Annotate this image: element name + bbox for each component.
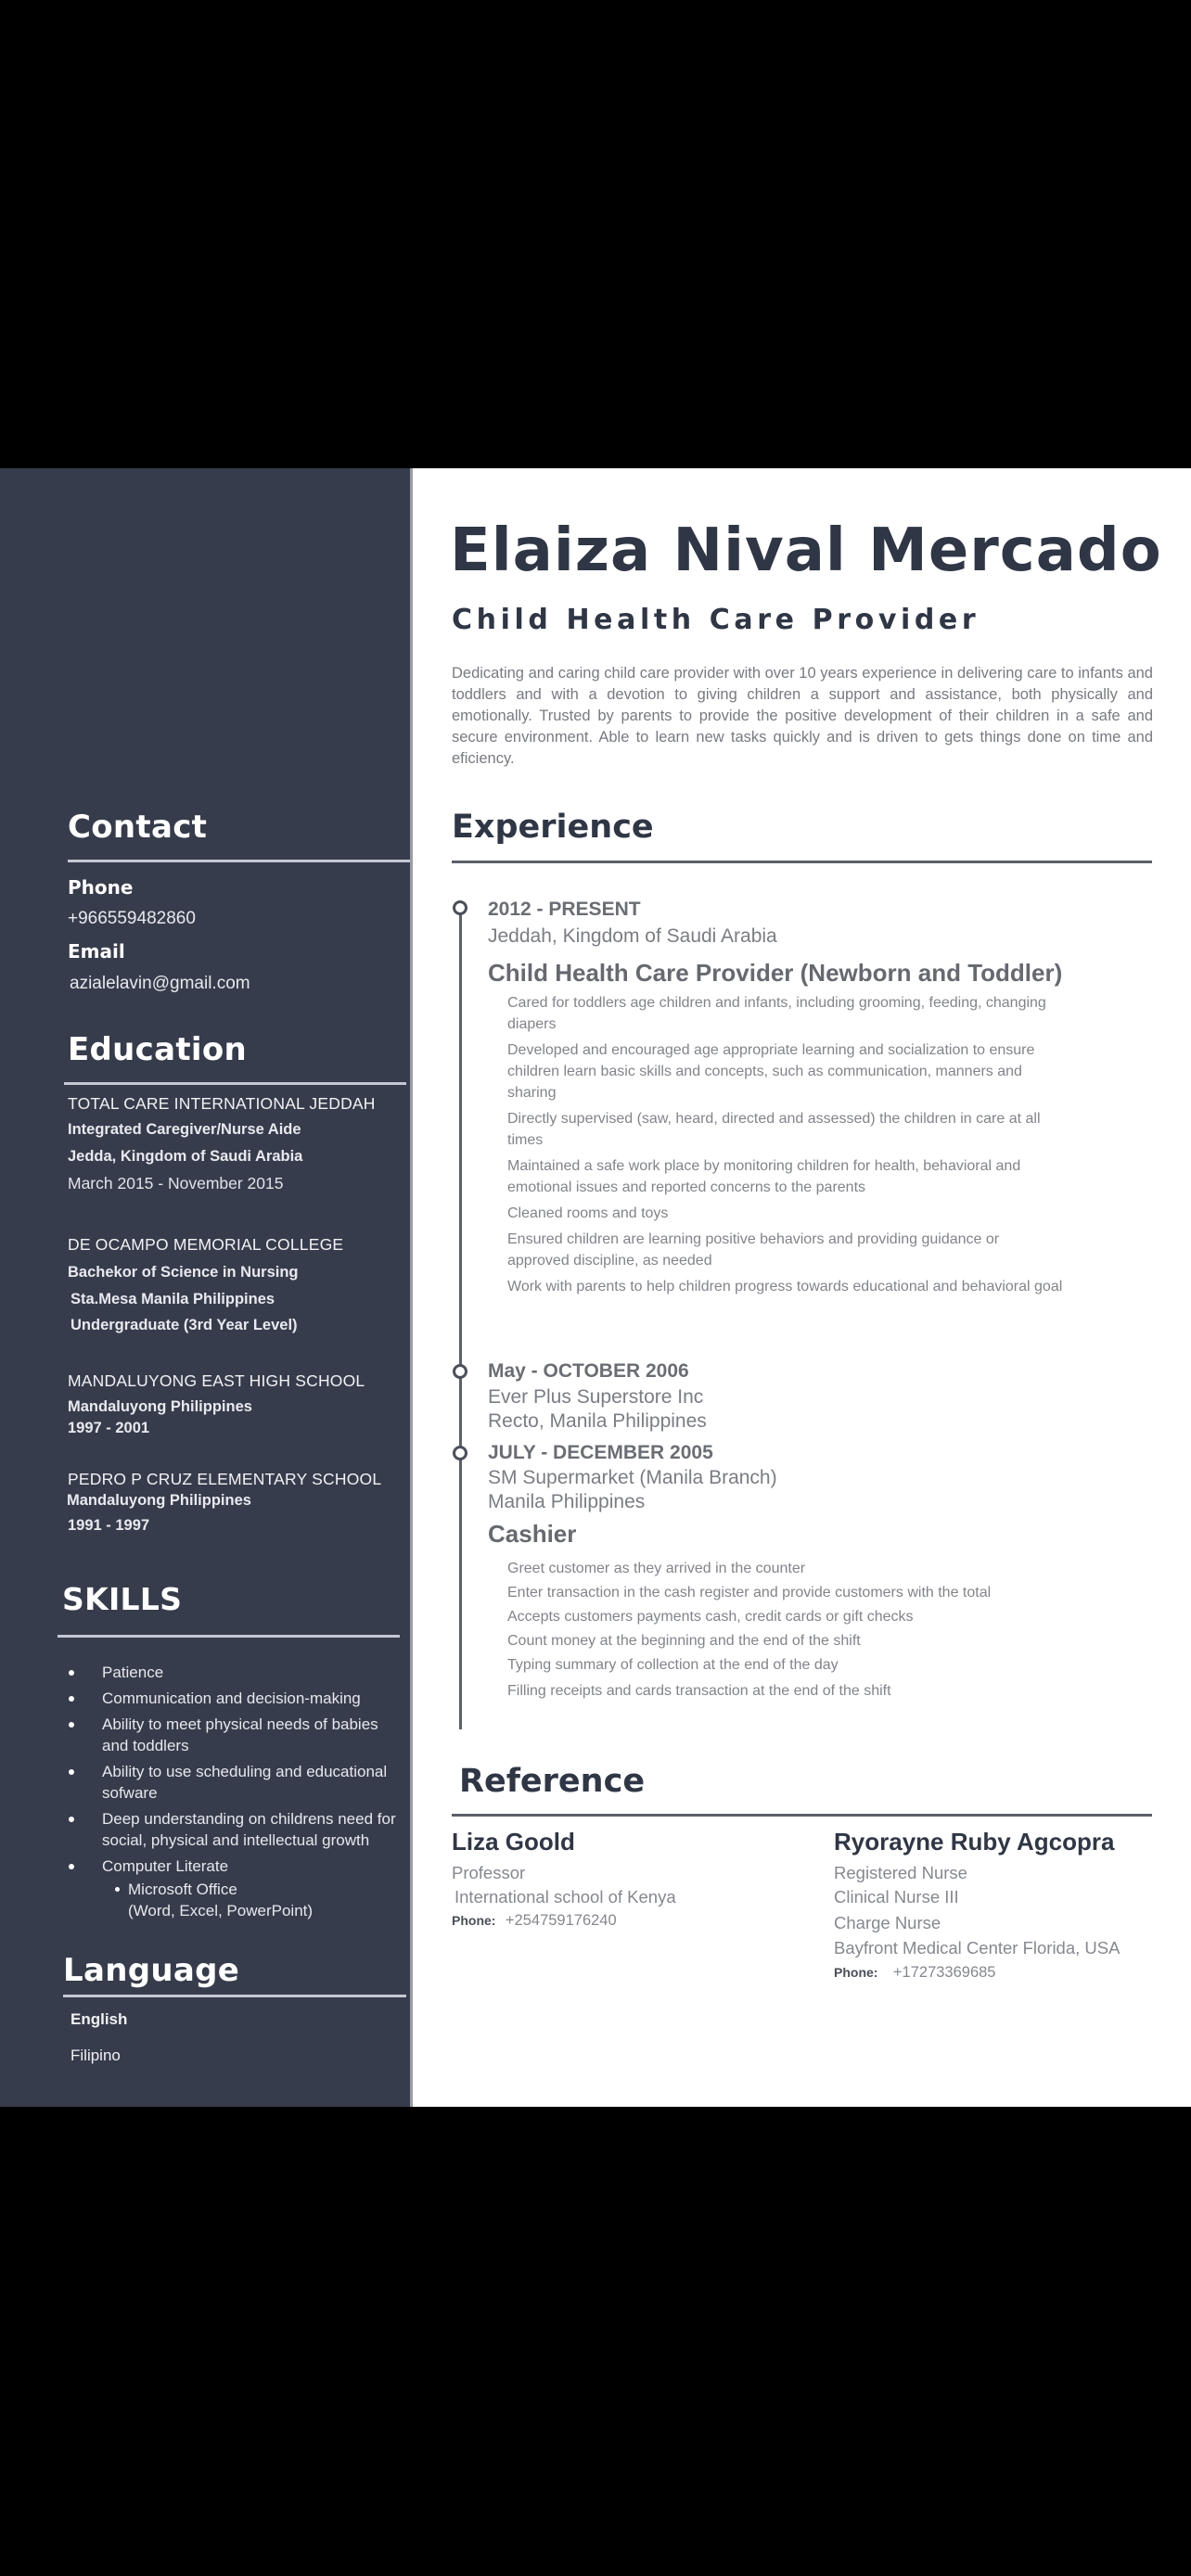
bullet-icon (69, 1722, 74, 1728)
edu-dates: 1991 - 1997 (68, 1517, 150, 1534)
reference-title: Registered Nurse (834, 1863, 967, 1882)
timeline-line (459, 913, 462, 1729)
job-role: Child Health Care Provider (Newborn and Toddler) (488, 959, 1063, 987)
job-duties (507, 1558, 1064, 1706)
contact-divider (68, 860, 410, 862)
sidebar (0, 468, 410, 2107)
job-title: Child Health Care Provider (452, 604, 980, 636)
skill-item: Deep understanding on childrens need for social, physical and intellectual growth (58, 1808, 405, 1851)
phone-value[interactable]: +966559482860 (68, 909, 196, 928)
subskill-item: Microsoft Office (58, 1879, 405, 1900)
reference-title: Professor (452, 1863, 526, 1882)
duty-item: Directly supervised (saw, heard, directed and assessed) the children in care at all times (507, 1111, 1041, 1148)
skill-item: Computer Literate (58, 1855, 405, 1877)
phone-value[interactable]: +254759176240 (505, 1912, 617, 1929)
skills-heading: SKILLS (62, 1581, 183, 1617)
edu-school: DE OCAMPO MEMORIAL COLLEGE (68, 1235, 344, 1254)
bullet-icon (69, 1696, 74, 1702)
edu-degree: Integrated Caregiver/Nurse Aide (68, 1121, 301, 1138)
skill-item: Ability to use scheduling and educational sofware (58, 1761, 405, 1804)
skill-item: Communication and decision-making (58, 1688, 405, 1709)
email-value[interactable]: azialelavin@gmail.com (70, 974, 250, 993)
job-company: Ever Plus Superstore Inc (488, 1386, 704, 1408)
reference-divider (452, 1814, 1152, 1817)
edu-school: PEDRO P CRUZ ELEMENTARY SCHOOL (68, 1470, 382, 1488)
job-location: Manila Philippines (488, 1491, 646, 1512)
skills-divider (58, 1635, 400, 1638)
timeline-node-icon (453, 1364, 467, 1379)
bullet-icon (69, 1769, 74, 1775)
job-location: Jeddah, Kingdom of Saudi Arabia (488, 925, 777, 947)
edu-location: Sta.Mesa Manila Philippines (70, 1291, 275, 1307)
skill-item: Ability to meet physical needs of babies and toddlers (58, 1714, 405, 1756)
reference-org: International school of Kenya (455, 1887, 676, 1906)
reference-phone (452, 1912, 617, 1930)
duty-item: Cared for toddlers age children and infants, including grooming, feeding, changing diapers (507, 995, 1046, 1032)
duty-item: Ensured children are learning positive behaviors and providing guidance or approved discipline, as needed (507, 1231, 1000, 1269)
edu-location: Mandaluyong Philippines (68, 1398, 252, 1415)
experience-divider (452, 861, 1152, 863)
bullet-icon (69, 1670, 74, 1676)
reference-name: Ryorayne Ruby Agcopra (834, 1828, 1115, 1855)
experience-heading: Experience (452, 809, 654, 846)
duty-item: Greet customer as they arrived in the counter (507, 1561, 806, 1576)
reference-phone (834, 1964, 995, 1982)
email-label: Email (68, 940, 125, 963)
job-location: Recto, Manila Philippines (488, 1410, 707, 1432)
duty-item: Cleaned rooms and toys (507, 1205, 669, 1221)
skill-item: Patience (58, 1662, 405, 1683)
language-item: English (70, 2010, 128, 2028)
duty-item: Count money at the beginning and the end of the shift (507, 1633, 861, 1649)
bullet-icon (69, 1864, 74, 1869)
contact-heading: Contact (68, 809, 208, 846)
profile-summary: Dedicating and caring child care provider with over 10 years experience in delivering care to infants and toddlers and with a devotion to giving children a support and assistance, both physically and emotionally. Trusted by parents to provide the positive development of their children in a safe and secure environment. Able to learn new tasks quickly and is driven to gets things done on time and eficiency. (452, 665, 1153, 767)
reference-org: Bayfront Medical Center Florida, USA (834, 1938, 1121, 1958)
job-dates: May - OCTOBER 2006 (488, 1360, 689, 1382)
edu-degree: Bachekor of Science in Nursing (68, 1264, 299, 1281)
resume-page (0, 468, 1191, 2107)
candidate-name: Elaiza Nival Mercado (450, 516, 1162, 585)
job-role: Cashier (488, 1520, 577, 1548)
reference-title: Clinical Nurse III (834, 1887, 959, 1906)
bullet-icon (115, 1887, 120, 1892)
duty-item: Typing summary of collection at the end of the day (507, 1657, 839, 1673)
duty-item: Filling receipts and cards transaction at the end of the shift (507, 1683, 891, 1699)
edu-dates: 1997 - 2001 (68, 1420, 150, 1436)
phone-value[interactable]: +17273369685 (892, 1964, 996, 1981)
education-heading: Education (68, 1031, 248, 1068)
duty-item: Accepts customers payments cash, credit cards or gift checks (507, 1609, 914, 1625)
duty-item: Developed and encouraged age appropriate learning and socialization to ensure children learn basic skills and concepts, such as communication, manners and sharing (507, 1042, 1035, 1101)
language-divider (63, 1995, 406, 1997)
phone-label: Phone (68, 876, 134, 899)
reference-title: Charge Nurse (834, 1913, 941, 1932)
timeline-node-icon (453, 900, 467, 915)
bullet-icon (69, 1817, 74, 1822)
edu-location: Mandaluyong Philippines (67, 1492, 251, 1509)
reference-name: Liza Goold (452, 1828, 575, 1855)
education-divider (64, 1082, 406, 1085)
language-item: Filipino (70, 2047, 121, 2064)
job-company: SM Supermarket (Manila Branch) (488, 1467, 777, 1488)
edu-dates: March 2015 - November 2015 (68, 1174, 284, 1192)
edu-level: Undergraduate (3rd Year Level) (70, 1317, 298, 1333)
subskill-item-detail: (Word, Excel, PowerPoint) (128, 1902, 314, 1919)
edu-location: Jedda, Kingdom of Saudi Arabia (68, 1148, 303, 1165)
edu-school: TOTAL CARE INTERNATIONAL JEDDAH (68, 1094, 376, 1113)
timeline-node-icon (453, 1446, 467, 1460)
phone-label: Phone: (452, 1913, 496, 1928)
job-duties (507, 992, 1064, 1302)
duty-item: Maintained a safe work place by monitoring children for health, behavioral and emotional issues and reported concerns to the parents (507, 1158, 1021, 1195)
job-dates: 2012 - PRESENT (488, 899, 641, 920)
duty-item: Enter transaction in the cash register and provide customers with the total (507, 1585, 992, 1600)
duty-item: Work with parents to help children progress towards educational and behavioral goal (507, 1279, 1063, 1294)
language-heading: Language (63, 1952, 240, 1989)
job-dates: JULY - DECEMBER 2005 (488, 1442, 713, 1463)
phone-label: Phone: (834, 1965, 878, 1980)
skills-list (58, 1662, 405, 1921)
edu-school: MANDALUYONG EAST HIGH SCHOOL (68, 1371, 365, 1390)
reference-heading: Reference (459, 1763, 646, 1800)
